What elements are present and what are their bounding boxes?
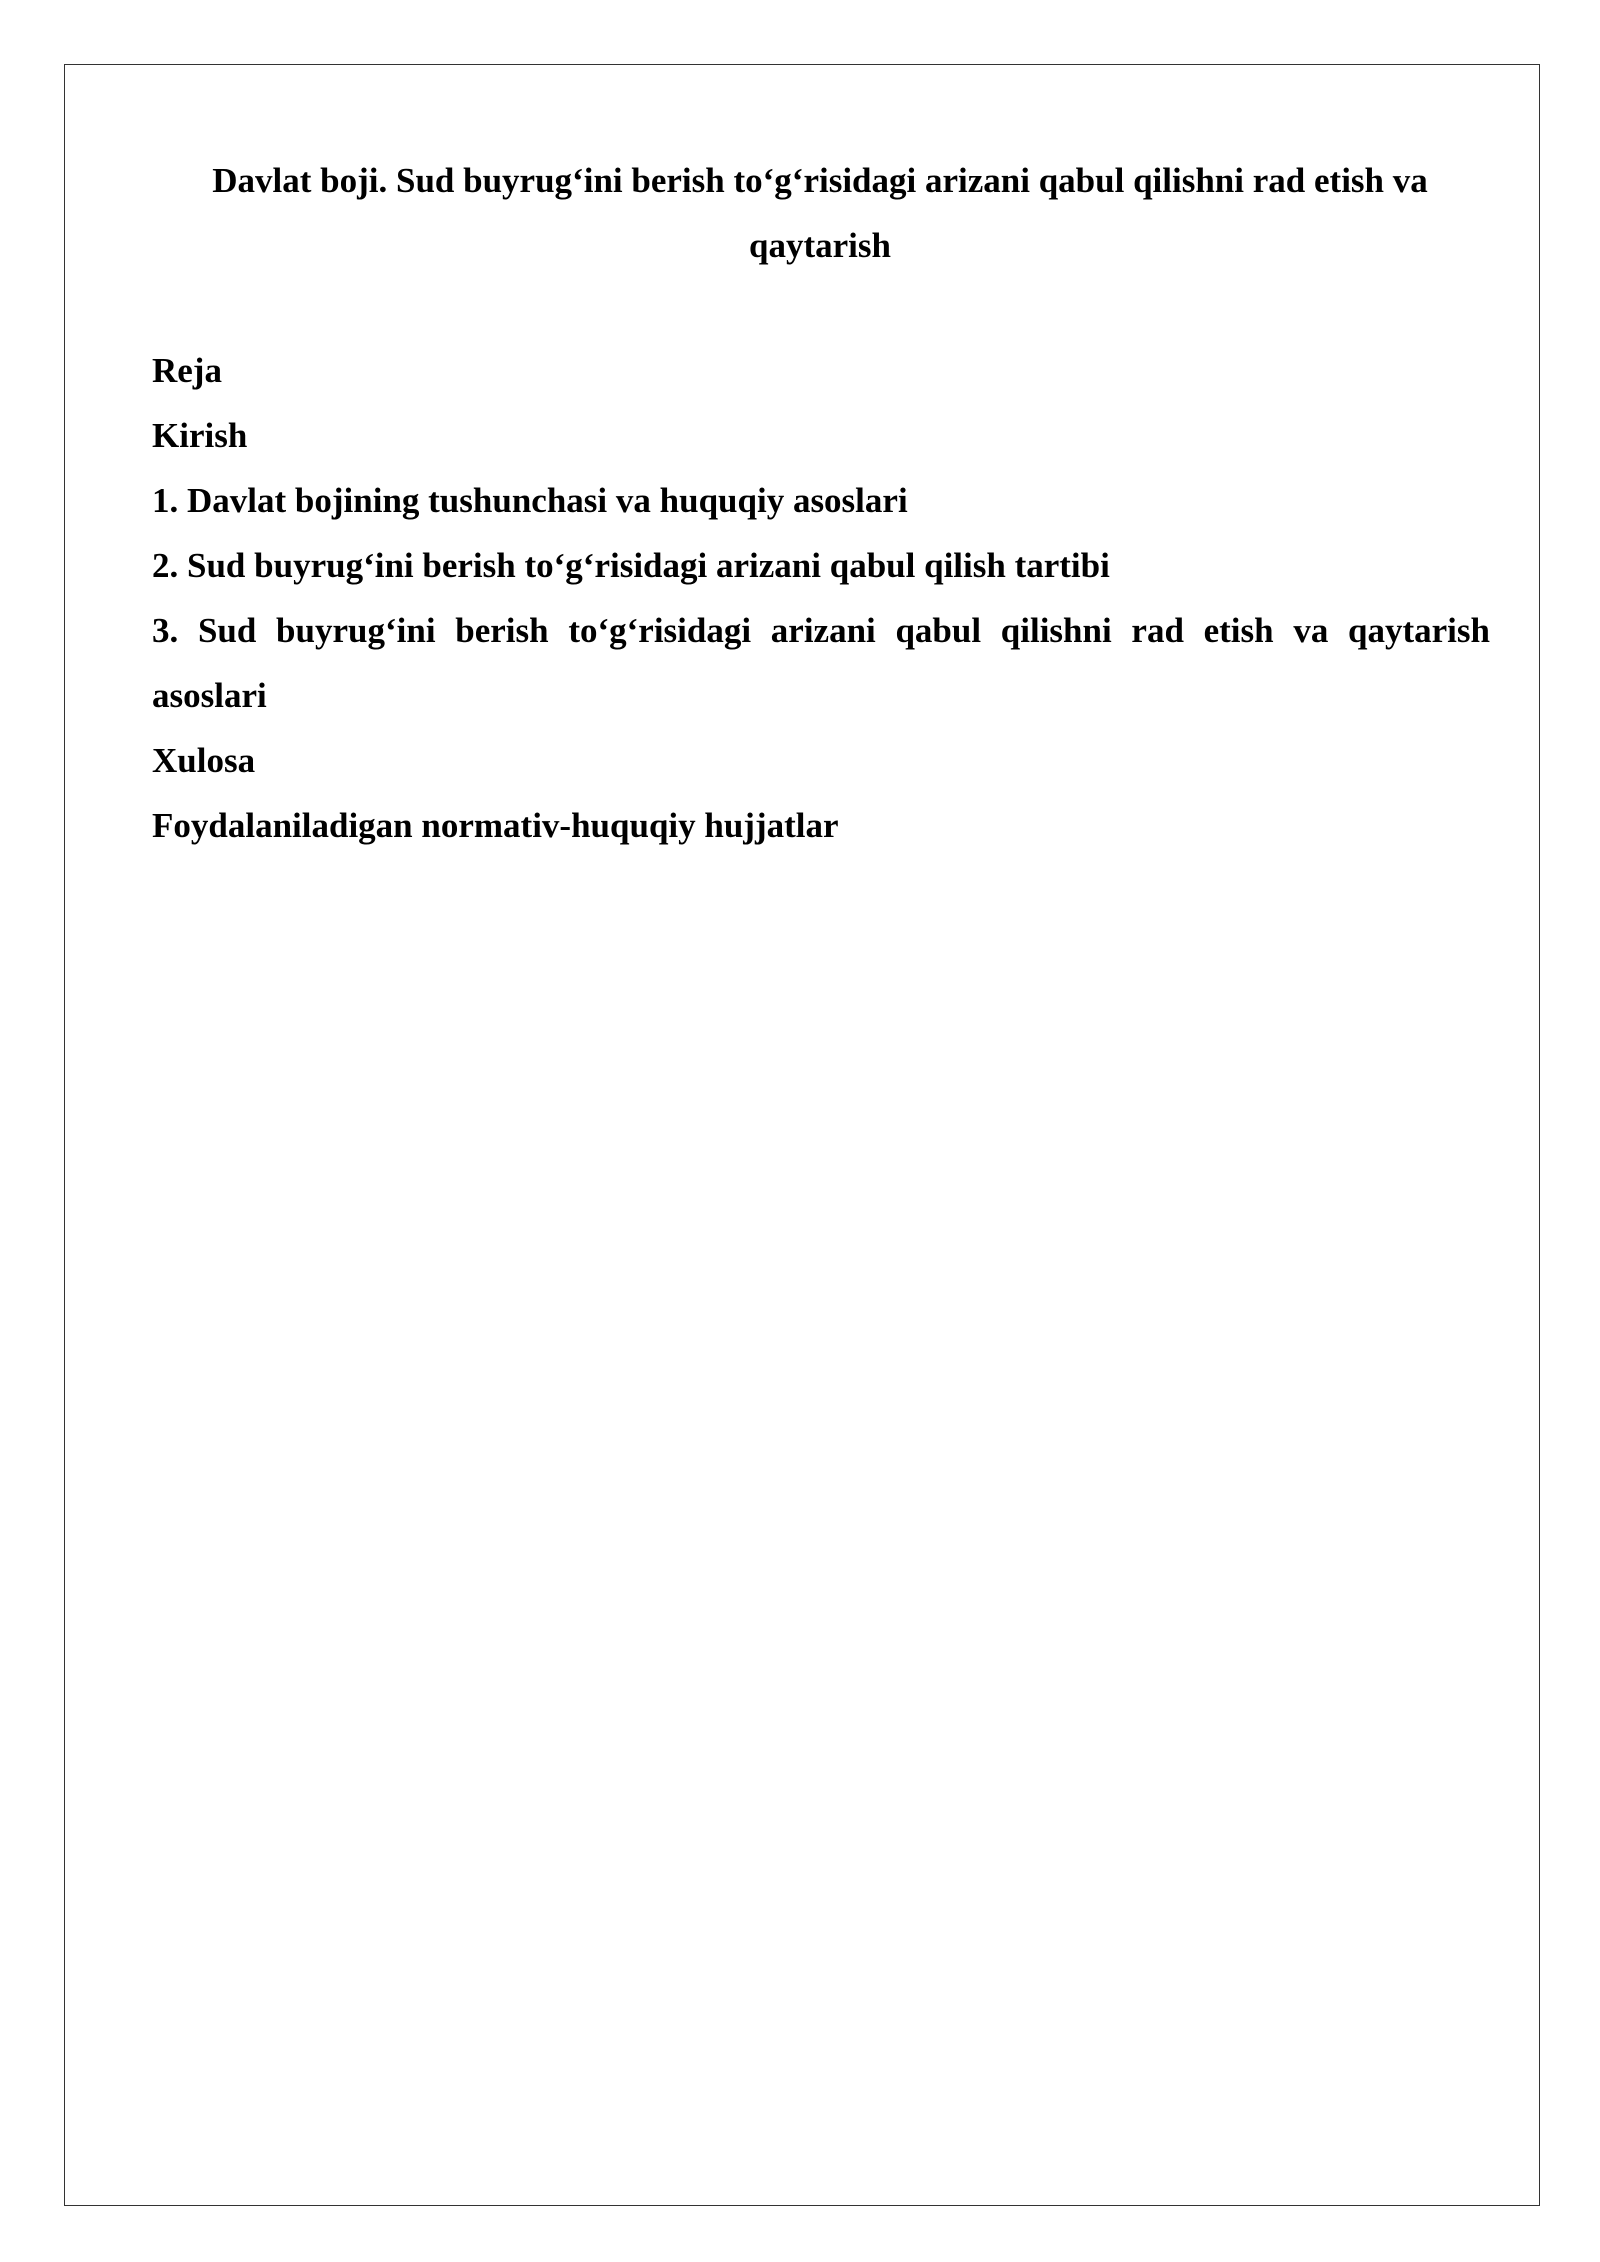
plan-item-introduction: Kirish <box>152 416 248 455</box>
plan-item-references: Foydalaniladigan normativ-huquqiy hujjatlar <box>152 806 839 845</box>
plan-item-1: 1. Davlat bojining tushunchasi va huquqiy asoslari <box>152 481 908 520</box>
plan-item-conclusion: Xulosa <box>152 741 256 780</box>
plan-list <box>152 338 1490 858</box>
document-title: Davlat boji. Sud buyrug‘ini berish to‘g‘risidagi arizani qabul qilishni rad etish va qaytarish <box>212 161 1428 265</box>
plan-item-2: 2. Sud buyrug‘ini berish to‘g‘risidagi arizani qabul qilish tartibi <box>152 546 1110 585</box>
plan-heading: Reja <box>152 351 222 390</box>
plan-item-3: 3. Sud buyrug‘ini berish to‘g‘risidagi arizani qabul qilishni rad etish va qaytarish asoslari <box>152 611 1490 715</box>
